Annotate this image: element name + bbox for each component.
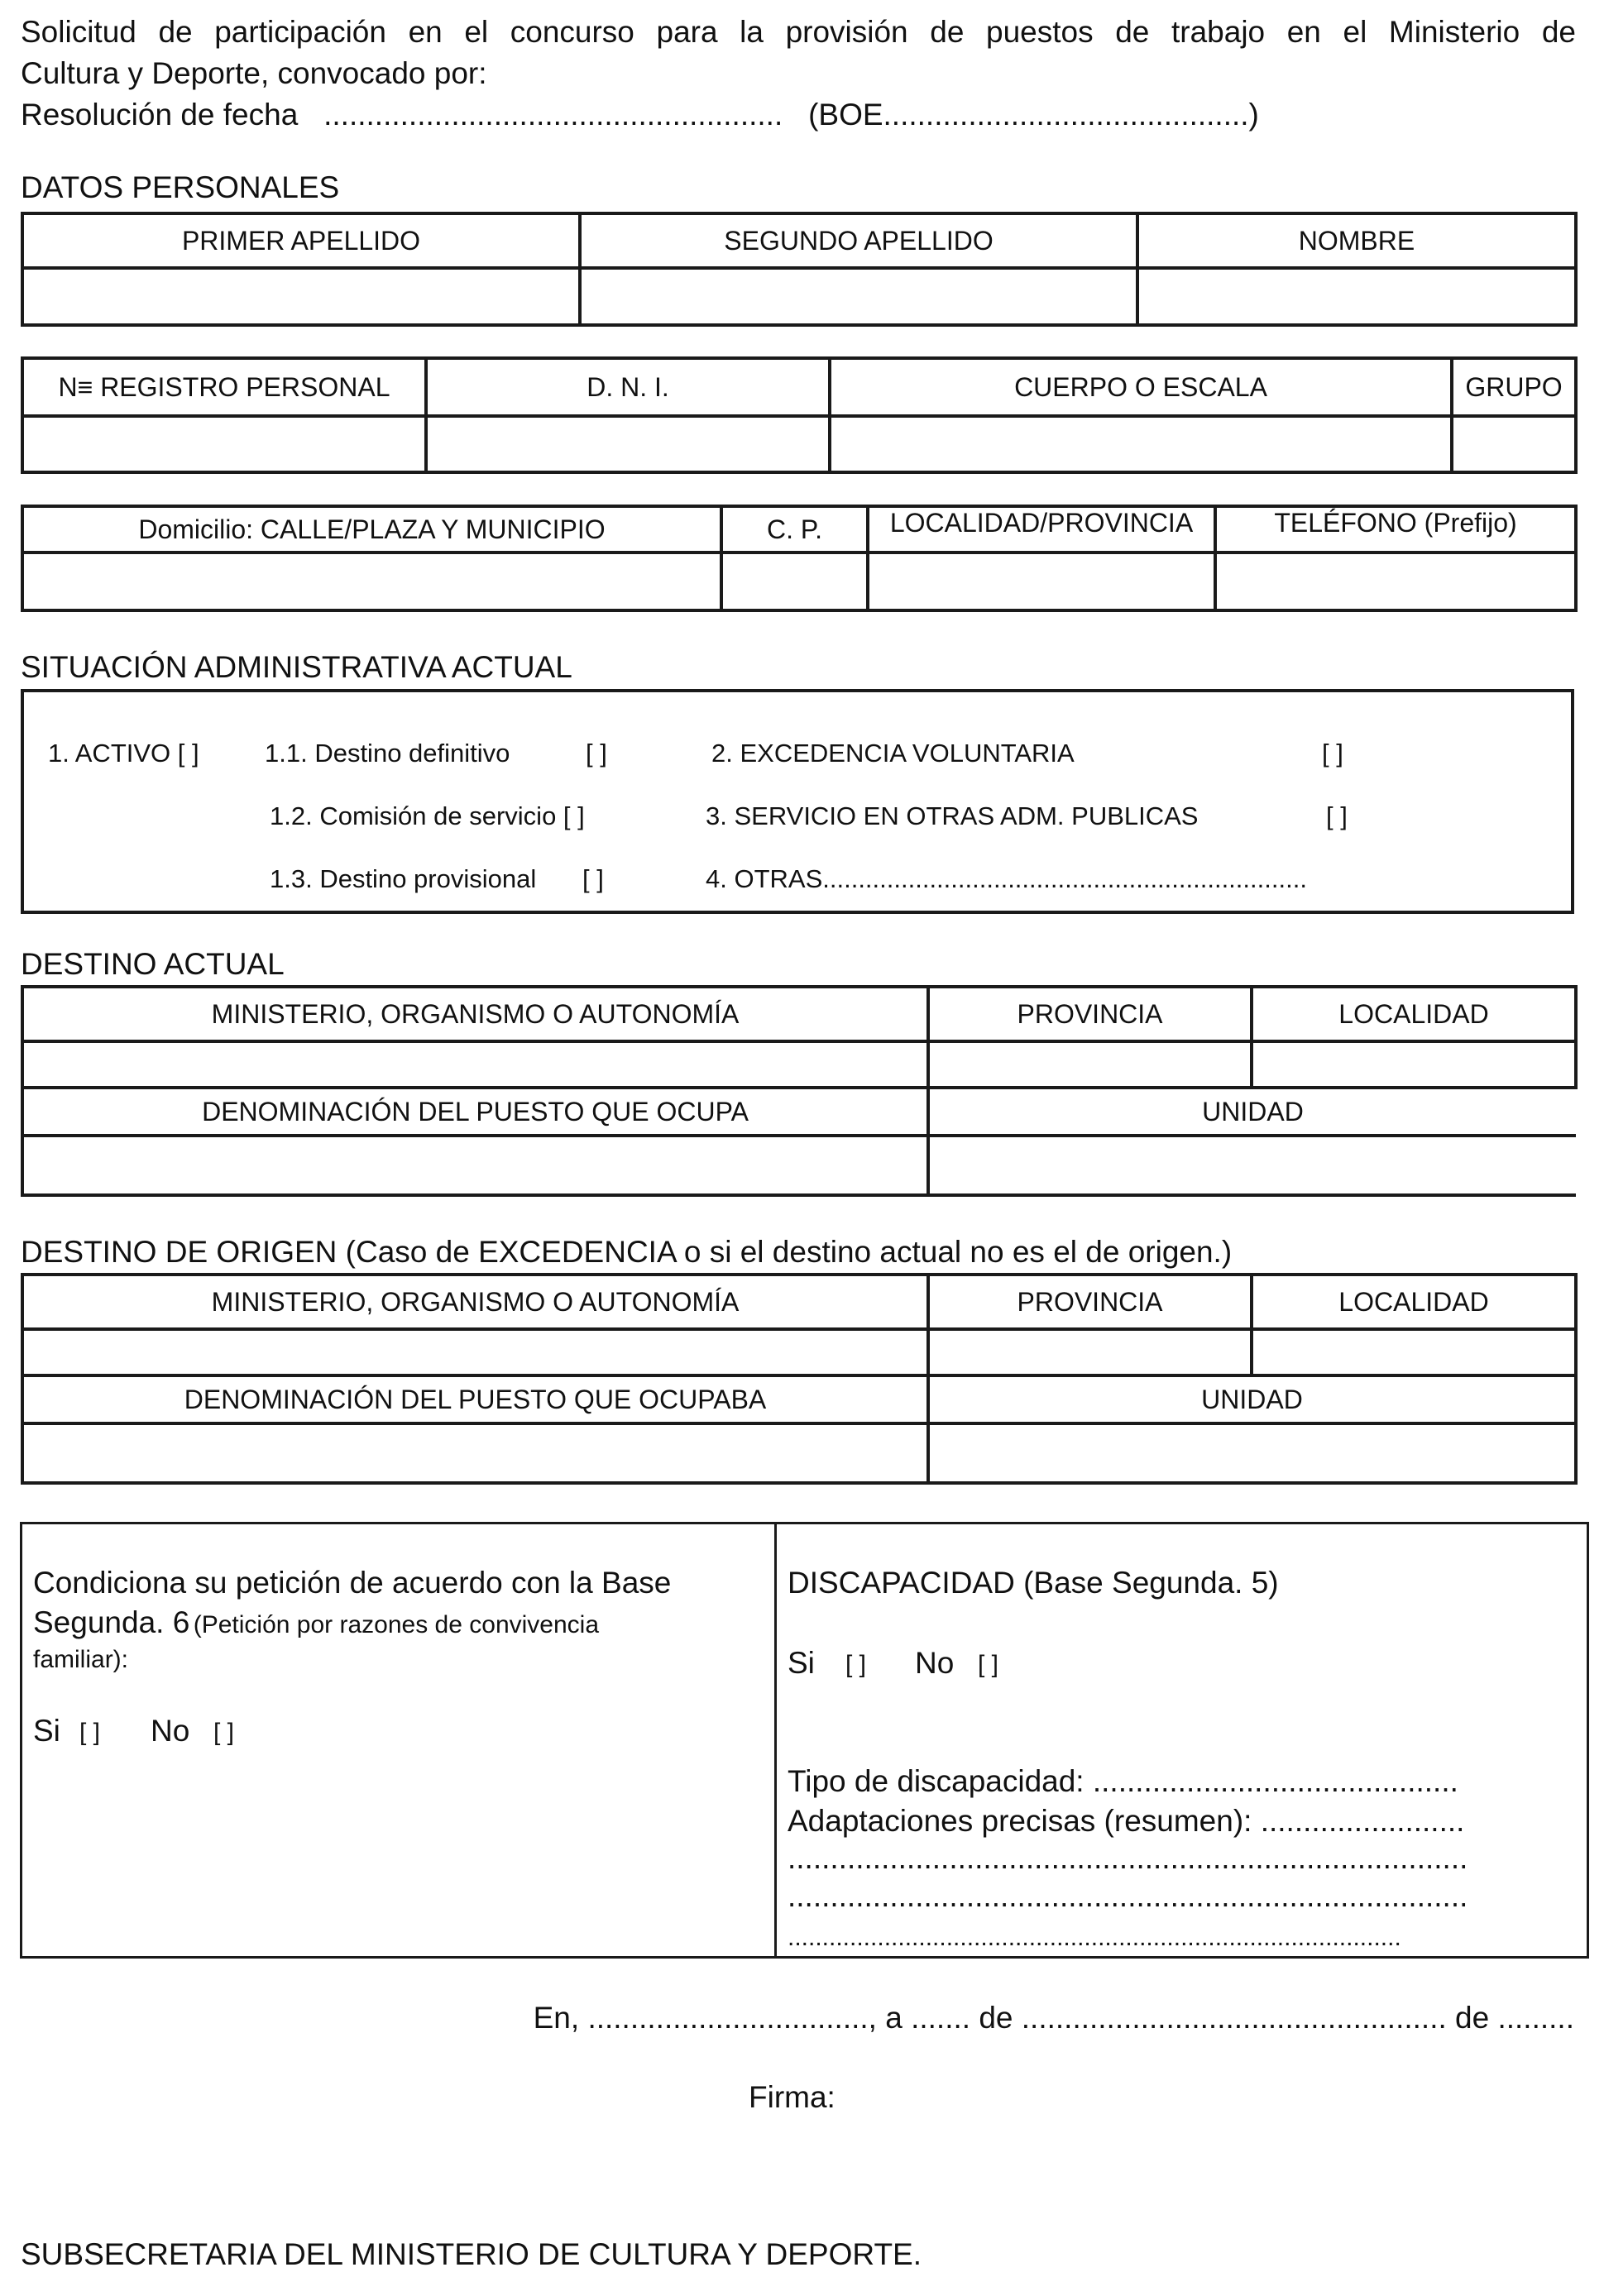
header-provincia-origen: PROVINCIA — [928, 1275, 1252, 1329]
option-excedencia-voluntaria[interactable]: 2. EXCEDENCIA VOLUNTARIA — [711, 739, 1075, 768]
discapacidad-dots-1[interactable]: ................................................................................ — [788, 1841, 1468, 1875]
personal-address-table — [21, 505, 1578, 612]
option-activo[interactable]: 1. ACTIVO [ ] — [48, 739, 199, 768]
field-provincia[interactable] — [928, 1041, 1252, 1088]
field-localidad-origen[interactable] — [1252, 1329, 1576, 1375]
discapacidad-si-checkbox[interactable]: [ ] — [845, 1651, 867, 1678]
header-nombre: NOMBRE — [1137, 213, 1576, 268]
place-date-line[interactable]: En, ................................., a ....... de .................................................. de ......... — [533, 2001, 1574, 2035]
header-localidad-provincia: LOCALIDAD/PROVINCIA — [868, 506, 1215, 552]
header-provincia: PROVINCIA — [928, 987, 1252, 1041]
header-cp: C. P. — [721, 506, 868, 552]
header-telefono: TELÉFONO (Prefijo) — [1215, 506, 1576, 552]
condiciona-no-label: No — [151, 1714, 190, 1748]
field-denominacion-puesto[interactable] — [22, 1136, 928, 1195]
header-cuerpo-escala: CUERPO O ESCALA — [830, 358, 1452, 416]
header-registro-personal: N≡ REGISTRO PERSONAL — [22, 358, 426, 416]
option-comision-servicio[interactable]: 1.2. Comisión de servicio [ ] — [270, 801, 585, 830]
intro-line-1: Solicitud de participación en el concurso para la provisión de puestos de trabajo en el Ministerio de — [21, 15, 1576, 49]
discapacidad-no-label: No — [915, 1646, 955, 1680]
discapacidad-dots-2[interactable]: ................................................................................ — [788, 1879, 1468, 1913]
field-unidad-origen[interactable] — [928, 1423, 1576, 1483]
field-nombre[interactable] — [1137, 268, 1576, 325]
intro-text — [21, 12, 1576, 136]
field-denominacion-puesto-origen[interactable] — [22, 1423, 928, 1483]
header-localidad: LOCALIDAD — [1252, 987, 1576, 1041]
header-ministerio: MINISTERIO, ORGANISMO O AUTONOMÍA — [22, 987, 928, 1041]
destino-actual-table — [21, 985, 1578, 1197]
condiciona-si-checkbox[interactable]: [ ] — [79, 1719, 101, 1746]
field-provincia-origen[interactable] — [928, 1329, 1252, 1375]
field-cuerpo-escala[interactable] — [830, 416, 1452, 472]
header-segundo-apellido: SEGUNDO APELLIDO — [580, 213, 1137, 268]
field-cp[interactable] — [721, 552, 868, 610]
header-dni: D. N. I. — [426, 358, 830, 416]
checkbox-servicio-otras-adm[interactable]: [ ] — [1326, 801, 1348, 830]
intro-line-3: Resolución de fecha ...................................................... (BOE...........................................) — [21, 98, 1259, 132]
checkbox-destino-provisional[interactable]: [ ] — [582, 864, 604, 893]
option-destino-provisional[interactable]: 1.3. Destino provisional — [270, 864, 537, 893]
condiciona-si-label: Si — [33, 1714, 60, 1748]
intro-line-2: Cultura y Deporte, convocado por: — [21, 56, 487, 90]
vertical-divider — [774, 1522, 777, 1959]
option-otras[interactable]: 4. OTRAS.................................................................... — [706, 864, 1307, 893]
field-segundo-apellido[interactable] — [580, 268, 1137, 325]
field-grupo[interactable] — [1452, 416, 1576, 472]
option-destino-definitivo[interactable]: 1.1. Destino definitivo — [265, 739, 510, 768]
field-unidad[interactable] — [928, 1136, 1576, 1195]
field-registro-personal[interactable] — [22, 416, 426, 472]
subsecretaria-footer: SUBSECRETARIA DEL MINISTERIO DE CULTURA Y DEPORTE. — [21, 2237, 922, 2271]
header-domicilio: Domicilio: CALLE/PLAZA Y MUNICIPIO — [22, 506, 721, 552]
header-denominacion-puesto-origen: DENOMINACIÓN DEL PUESTO QUE OCUPABA — [22, 1375, 928, 1423]
firma-label: Firma: — [749, 2080, 836, 2114]
field-localidad-provincia[interactable] — [868, 552, 1215, 610]
header-denominacion-puesto: DENOMINACIÓN DEL PUESTO QUE OCUPA — [22, 1088, 928, 1136]
condiciona-line-2 — [33, 1605, 599, 1640]
field-telefono[interactable] — [1215, 552, 1576, 610]
checkbox-excedencia-voluntaria[interactable]: [ ] — [1322, 739, 1343, 768]
condiciona-peticion: (Petición por razones de convivencia — [193, 1611, 600, 1638]
condiciona-base: Segunda. 6 — [33, 1605, 190, 1639]
field-primer-apellido[interactable] — [22, 268, 580, 325]
personal-ids-table — [21, 356, 1578, 474]
header-unidad-origen: UNIDAD — [928, 1375, 1576, 1423]
discapacidad-adaptaciones[interactable]: Adaptaciones precisas (resumen): ........................ — [788, 1804, 1465, 1838]
header-ministerio-origen: MINISTERIO, ORGANISMO O AUTONOMÍA — [22, 1275, 928, 1329]
discapacidad-si-label: Si — [788, 1646, 815, 1680]
field-dni[interactable] — [426, 416, 830, 472]
option-servicio-otras-adm[interactable]: 3. SERVICIO EN OTRAS ADM. PUBLICAS — [706, 801, 1199, 830]
personal-names-table — [21, 212, 1578, 327]
discapacidad-dots-3[interactable]: ......................................................................................... — [788, 1924, 1401, 1951]
condiciona-line-1: Condiciona su petición de acuerdo con la Base — [33, 1566, 672, 1600]
condiciona-no-checkbox[interactable]: [ ] — [213, 1719, 235, 1746]
section-title-datos-personales: DATOS PERSONALES — [21, 170, 340, 204]
checkbox-destino-definitivo[interactable]: [ ] — [586, 739, 607, 768]
header-localidad-origen: LOCALIDAD — [1252, 1275, 1576, 1329]
header-unidad: UNIDAD — [928, 1088, 1576, 1136]
condiciona-line-3: familiar): — [33, 1646, 129, 1673]
discapacidad-tipo[interactable]: Tipo de discapacidad: ........................................... — [788, 1764, 1458, 1798]
destino-origen-table — [21, 1273, 1578, 1485]
section-title-situacion: SITUACIÓN ADMINISTRATIVA ACTUAL — [21, 650, 572, 684]
discapacidad-no-checkbox[interactable]: [ ] — [978, 1651, 999, 1678]
field-ministerio[interactable] — [22, 1041, 928, 1088]
discapacidad-title: DISCAPACIDAD (Base Segunda. 5) — [788, 1566, 1279, 1600]
field-localidad[interactable] — [1252, 1041, 1576, 1088]
field-domicilio[interactable] — [22, 552, 721, 610]
field-ministerio-origen[interactable] — [22, 1329, 928, 1375]
section-title-destino-actual: DESTINO ACTUAL — [21, 947, 285, 981]
header-grupo: GRUPO — [1452, 358, 1576, 416]
section-title-destino-origen: DESTINO DE ORIGEN (Caso de EXCEDENCIA o si el destino actual no es el de origen.) — [21, 1235, 1233, 1269]
header-primer-apellido: PRIMER APELLIDO — [22, 213, 580, 268]
